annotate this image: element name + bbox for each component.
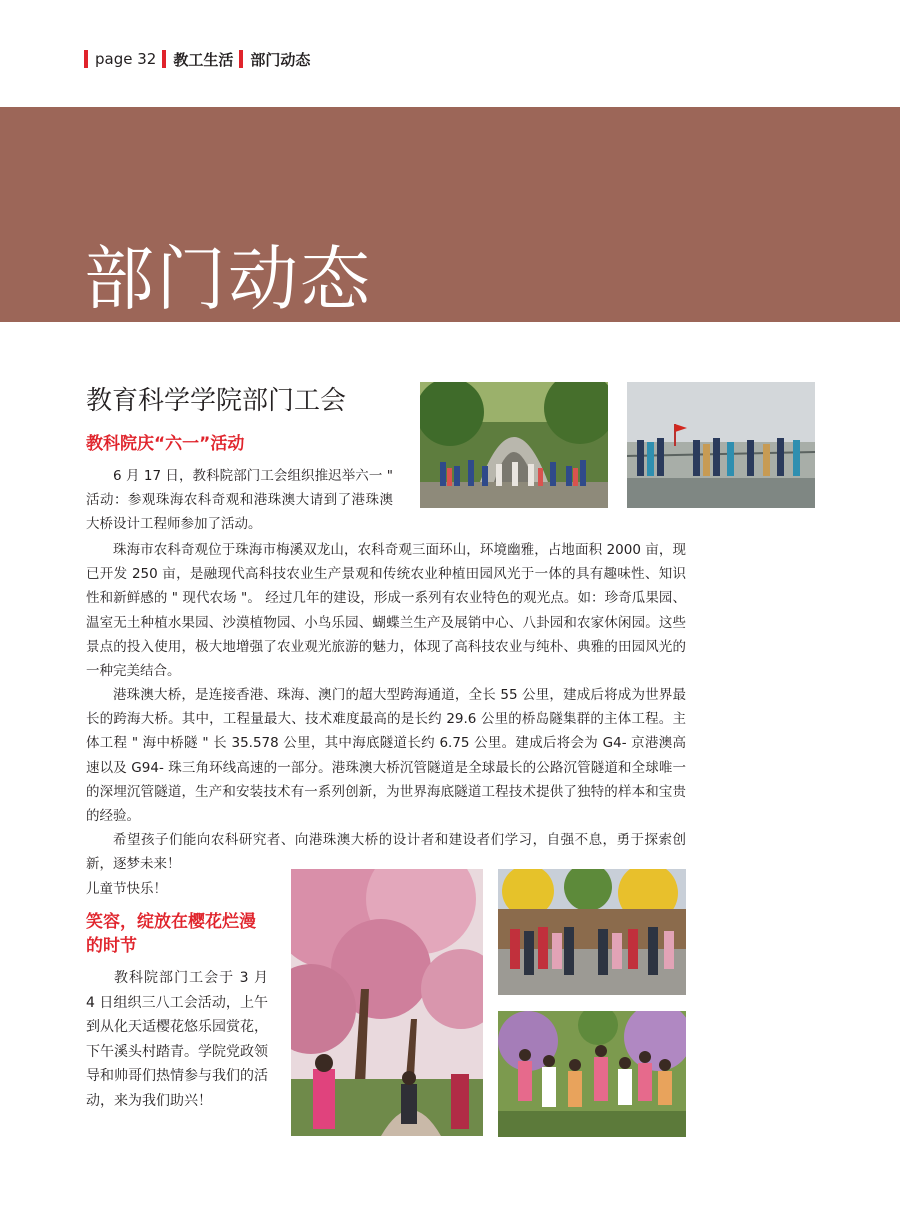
- section-name: 教工生活: [173, 50, 234, 69]
- banner-title: 部门动态: [84, 238, 372, 320]
- event1-title: 教科院庆“六一”活动: [86, 434, 245, 454]
- photo-group-bridge: [627, 382, 815, 508]
- header-marker: [84, 50, 88, 68]
- event2-body: 教科院部门工会于 3 月 4 日组织三八工会活动，上午到从化天适樱花悠乐园赏花，下午溪头村踏青。学院党政领导和帅哥们热情参与我们的活动，来为我们助兴！: [86, 970, 268, 1109]
- event1-paragraph-1: 珠海市农科奇观位于珠海市梅溪双龙山，农科奇观三面环山，环境幽雅，占地面积 2000 亩，现已开发 250 亩，是融现代高科技农业生产景观和传统农业种植田园风光于一体的具有趣味性、知识性和新鲜感的 " 现代农场 "。 经过几年的建设，形成一系列有农业特色的观光点。如：珍奇瓜果园、温室无土种植水果园、沙漠植物园、小鸟乐园、蝴蝶兰生产及展销中心、八卦园和农家休闲园。这些景点的投入使用，极大地增强了农业观光旅游的魅力，体现了高科技农业与纯朴、典雅的田园风光的一种完美结合。: [86, 542, 686, 680]
- event1-paragraph-2: 港珠澳大桥，是连接香港、珠海、澳门的超大型跨海通道，全长 55 公里，建成后将成为世界最长的跨海大桥。其中，工程量最大、技术难度最高的是长约 29.6 公里的桥岛隧集群的主体工程。主体工程 " 海中桥隧 " 长 35.578 公里，其中海底隧道长约 6.75 公里。建成后将会为 G4- 京港澳高速以及 G94- 珠三角环线高速的一部分。港珠澳大桥沉管隧道是全球最长的公路沉管隧道和全球唯一的深埋沉管隧道，生产和安装技术有一系列创新，为世界海底隧道工程技术提供了独特的样本和宝贵的经验。: [86, 687, 686, 825]
- subsection-name: 部门动态: [250, 50, 311, 69]
- header-marker: [239, 50, 243, 68]
- photo-group-flowers: [498, 1011, 686, 1137]
- photo-cherry-blossom: [291, 869, 483, 1136]
- photo-group-park: [420, 382, 608, 508]
- header-marker: [162, 50, 166, 68]
- event2-title: 笑容，绽放在樱花烂漫的时节: [86, 912, 256, 956]
- event1-paragraph-3: 希望孩子们能向农科研究者、向港珠澳大桥的设计者和建设者们学习，自强不息，勇于探索创新，逐梦未来！: [86, 832, 686, 873]
- page-header: [84, 48, 316, 70]
- photo-group-yellow-trees: [498, 869, 686, 995]
- department-title: 教育科学学院部门工会: [86, 386, 347, 416]
- event1-intro: 6 月 17 日，教科院部门工会组织推迟举六一 " 活动：参观珠海农科奇观和港珠澳大请到了港珠澳大桥设计工程师参加了活动。: [86, 468, 393, 533]
- event1-closing: 儿童节快乐！: [86, 881, 167, 897]
- page-number: page 32: [95, 50, 157, 68]
